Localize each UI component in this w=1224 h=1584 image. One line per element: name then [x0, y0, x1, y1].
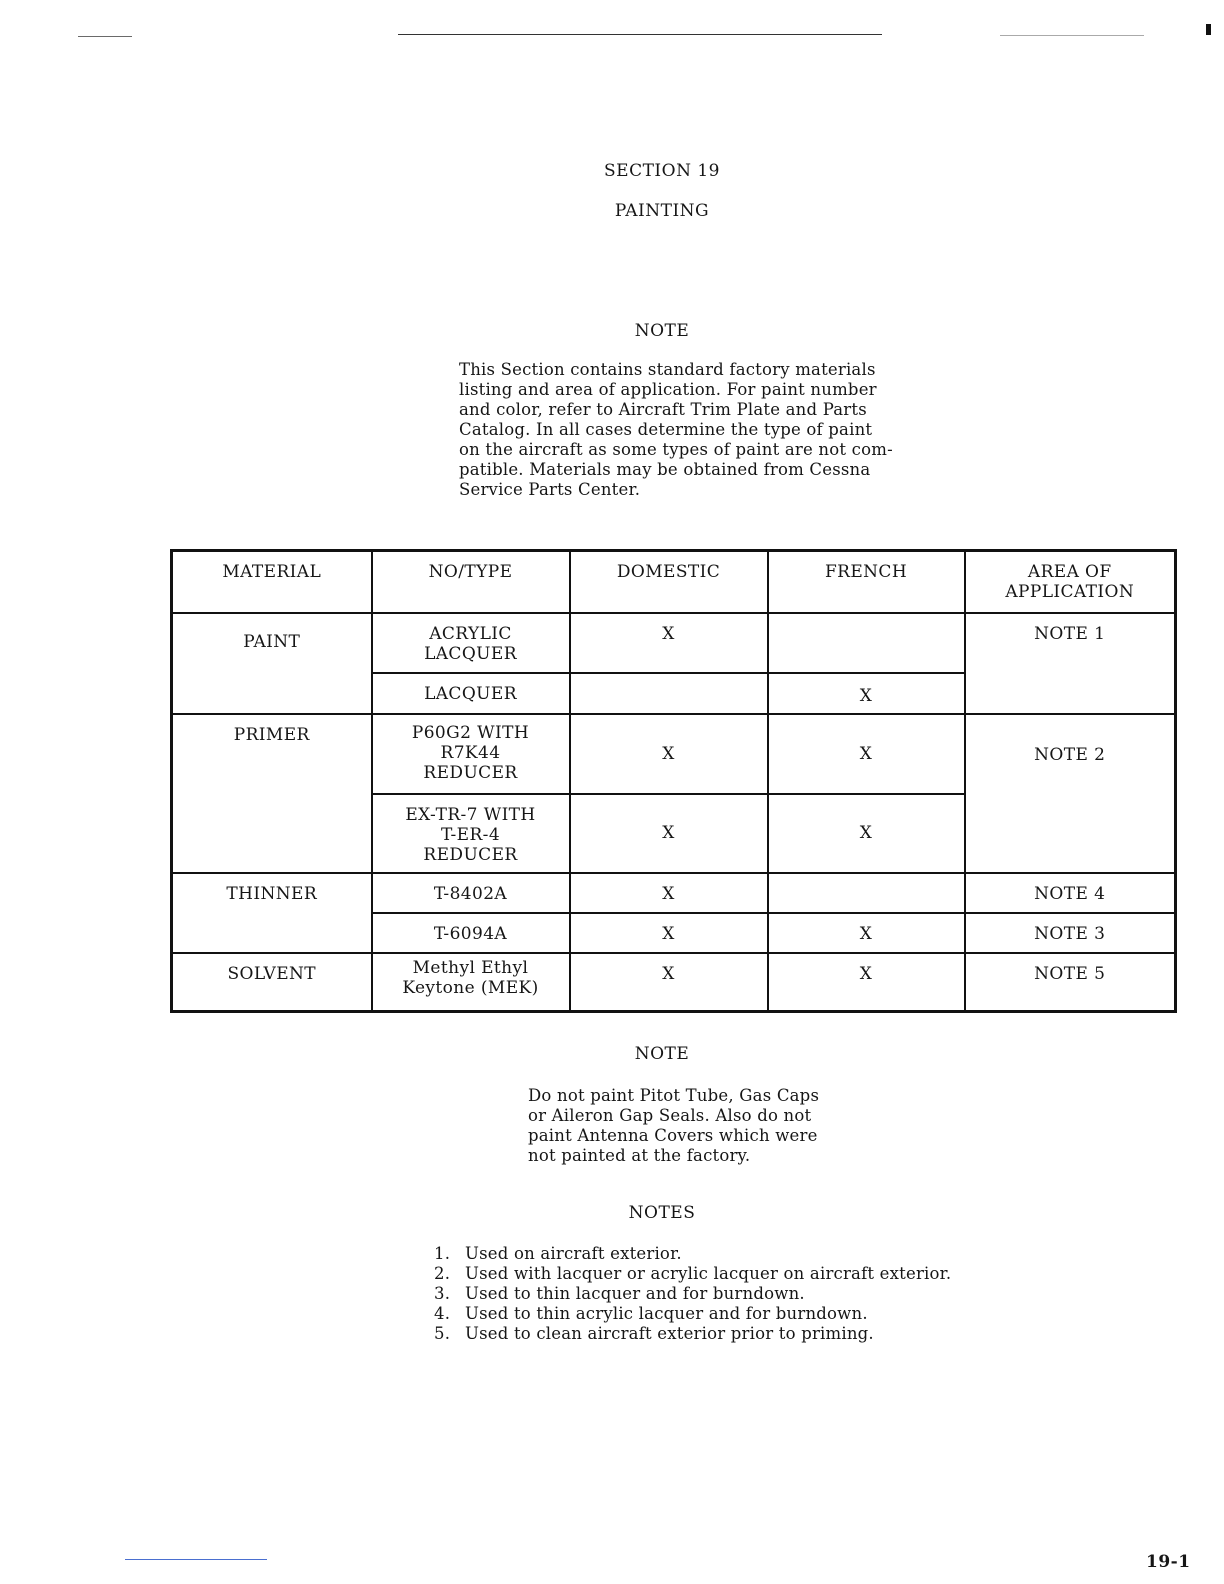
- note-text: Used to clean aircraft exterior prior to priming.: [465, 1324, 874, 1343]
- french-cell: X: [768, 714, 965, 795]
- domestic-cell: X: [570, 913, 768, 953]
- table-row: [172, 953, 1176, 1011]
- edge-mark: [1206, 24, 1211, 35]
- table-row: [172, 714, 1176, 795]
- section-number: SECTION 19: [604, 161, 720, 181]
- list-item: [434, 1324, 951, 1344]
- type-cell: EX-TR-7 WITH T-ER-4 REDUCER: [372, 794, 570, 873]
- notes-list: [434, 1244, 951, 1344]
- area-cell: NOTE 2: [965, 714, 1176, 873]
- header-area-of-application: AREA OF APPLICATION: [965, 551, 1176, 613]
- note-number: 5.: [434, 1324, 451, 1343]
- page-title: PAINTING: [614, 201, 710, 221]
- french-cell: X: [768, 673, 965, 713]
- table-row: [172, 873, 1176, 913]
- list-item: [434, 1304, 951, 1324]
- note-number: 2.: [434, 1264, 451, 1283]
- domestic-cell: X: [570, 794, 768, 873]
- domestic-cell: X: [570, 953, 768, 1011]
- type-cell: T-6094A: [372, 913, 570, 953]
- material-cell: SOLVENT: [172, 953, 372, 1011]
- note-text-top: This Section contains standard factory materials listing and area of application. For paint number and color, refer to Aircraft Trim Plate and Parts Catalog. In all cases determine the type of paint on the aircraft as some types of paint are not com- patible. Materials may be obtained from Cessna Service Parts Center.: [459, 360, 893, 499]
- area-cell: NOTE 3: [965, 913, 1176, 953]
- table-header-row: [172, 551, 1176, 613]
- table-row: [172, 613, 1176, 673]
- note-number: 4.: [434, 1304, 451, 1323]
- area-cell: NOTE 1: [965, 613, 1176, 714]
- type-cell: ACRYLIC LACQUER: [372, 613, 570, 673]
- material-cell: THINNER: [172, 873, 372, 954]
- header-french: FRENCH: [768, 551, 965, 613]
- top-rule-main: [398, 34, 882, 35]
- header-no-type: NO/TYPE: [372, 551, 570, 613]
- note-heading-bottom: NOTE: [634, 1044, 690, 1064]
- domestic-cell: X: [570, 714, 768, 795]
- note-text-bottom: Do not paint Pitot Tube, Gas Caps or Aileron Gap Seals. Also do not paint Antenna Covers which were not painted at the factory.: [528, 1086, 820, 1165]
- note-number: 1.: [434, 1244, 451, 1263]
- header-material: MATERIAL: [172, 551, 372, 613]
- french-cell: X: [768, 953, 965, 1011]
- domestic-cell: X: [570, 873, 768, 913]
- top-rule-right: [1000, 35, 1144, 36]
- bottom-left-rule: [125, 1559, 267, 1560]
- type-cell: LACQUER: [372, 673, 570, 713]
- type-cell: Methyl Ethyl Keytone (MEK): [372, 953, 570, 1011]
- french-cell: [768, 873, 965, 913]
- note-text: Used to thin acrylic lacquer and for burndown.: [465, 1304, 868, 1323]
- area-cell: NOTE 4: [965, 873, 1176, 913]
- french-cell: X: [768, 913, 965, 953]
- material-cell: PAINT: [172, 613, 372, 714]
- domestic-cell: X: [570, 613, 768, 673]
- french-cell: X: [768, 794, 965, 873]
- note-text: Used with lacquer or acrylic lacquer on aircraft exterior.: [465, 1264, 952, 1283]
- page-number: 19-1: [1146, 1552, 1191, 1572]
- note-heading-top: NOTE: [634, 321, 690, 341]
- top-rule-left: [78, 36, 132, 37]
- type-cell: T-8402A: [372, 873, 570, 913]
- note-number: 3.: [434, 1284, 451, 1303]
- area-cell: NOTE 5: [965, 953, 1176, 1011]
- french-cell: [768, 613, 965, 673]
- type-cell: P60G2 WITH R7K44 REDUCER: [372, 714, 570, 795]
- list-item: [434, 1264, 951, 1284]
- list-item: [434, 1244, 951, 1264]
- note-text: Used to thin lacquer and for burndown.: [465, 1284, 805, 1303]
- material-cell: PRIMER: [172, 714, 372, 873]
- header-domestic: DOMESTIC: [570, 551, 768, 613]
- domestic-cell: [570, 673, 768, 713]
- note-text: Used on aircraft exterior.: [465, 1244, 682, 1263]
- notes-heading: NOTES: [628, 1203, 696, 1223]
- list-item: [434, 1284, 951, 1304]
- materials-table: [170, 549, 1177, 1013]
